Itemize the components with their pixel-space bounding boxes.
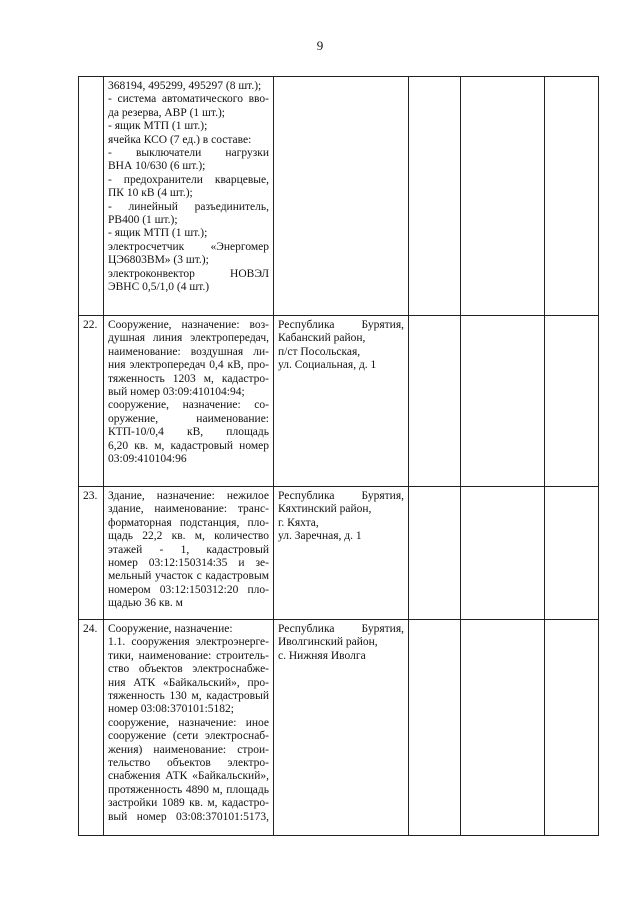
description-line: сооружение, назначение: со- bbox=[108, 399, 269, 412]
description-line: ство объектов электроснабже- bbox=[108, 663, 269, 676]
object-address bbox=[274, 487, 409, 620]
address-line: Республика Бурятия, bbox=[278, 319, 404, 331]
description-line: 368194, 495299, 495297 (8 шт.); bbox=[108, 80, 262, 92]
empty-cell-2 bbox=[461, 620, 545, 836]
property-registry-table bbox=[78, 76, 599, 836]
table-row bbox=[79, 620, 599, 836]
description-line: - предохранители кварцевые, bbox=[108, 173, 269, 186]
object-description bbox=[104, 77, 274, 316]
empty-cell-1 bbox=[409, 487, 461, 620]
row-number: 22. bbox=[79, 316, 104, 487]
description-line: застройки 1089 кв. м, кадастро- bbox=[108, 797, 269, 810]
description-line: ния АТК «Байкальский», про- bbox=[108, 676, 269, 689]
description-line: щадь 22,2 кв. м, количество bbox=[108, 530, 269, 543]
description-line: сооружение, назначение: иное bbox=[108, 716, 269, 729]
empty-cell-2 bbox=[461, 316, 545, 487]
empty-cell-3 bbox=[545, 620, 599, 836]
description-line: форматорная подстанция, пло- bbox=[108, 516, 269, 529]
description-line: КТП-10/0,4 кВ, площадь bbox=[108, 426, 269, 439]
description-line: - ящик МТП (1 шт.); bbox=[108, 227, 208, 240]
empty-cell-2 bbox=[461, 77, 545, 316]
description-line: - линейный разъединитель, bbox=[108, 200, 269, 213]
description-line: 1.1. сооружения электроэнерге- bbox=[108, 636, 269, 649]
row-number: 23. bbox=[79, 487, 104, 620]
description-line: электросчетчик «Энергомер bbox=[108, 240, 269, 253]
description-line: РВ400 (1 шт.); bbox=[108, 214, 178, 227]
description-line: да резерва, АВР (1 шт.); bbox=[108, 106, 225, 119]
description-line: - ящик МТП (1 шт.); bbox=[108, 120, 208, 133]
description-line: номер 03:12:150314:35 и зе- bbox=[108, 557, 269, 570]
address-line: Иволгинский район, bbox=[278, 636, 378, 649]
empty-cell-3 bbox=[545, 77, 599, 316]
description-line: снабжения АТК «Байкальский», bbox=[108, 770, 269, 783]
empty-cell-1 bbox=[409, 316, 461, 487]
empty-cell-3 bbox=[545, 316, 599, 487]
table-row bbox=[79, 487, 599, 620]
description-line: 6,20 кв. м, кадастровый номер bbox=[108, 439, 269, 452]
description-line: наименование: воздушная ли- bbox=[108, 345, 269, 358]
description-line: сооружение (сети электроснаб- bbox=[108, 730, 269, 743]
description-line: здание, наименование: транс- bbox=[108, 503, 269, 516]
description-line: тяженность 130 м, кадастровый bbox=[108, 690, 269, 703]
table-row bbox=[79, 316, 599, 487]
object-address bbox=[274, 316, 409, 487]
description-line: жения) наименование: строи- bbox=[108, 743, 269, 756]
description-line: Здание, назначение: нежилое bbox=[108, 490, 269, 502]
description-line: - выключатели нагрузки bbox=[108, 147, 269, 160]
description-line: электроконвектор НОВЭЛ bbox=[108, 267, 269, 280]
description-line: оружение, наименование: bbox=[108, 412, 269, 425]
object-address bbox=[274, 620, 409, 836]
object-description bbox=[104, 487, 274, 620]
description-line: тельство объектов электро- bbox=[108, 757, 269, 770]
address-line: с. Нижняя Иволга bbox=[278, 649, 366, 662]
address-line: п/ст Посольская, bbox=[278, 345, 361, 358]
description-line: номером 03:12:150312:20 пло- bbox=[108, 583, 269, 596]
description-line: щадью 36 кв. м bbox=[108, 597, 183, 610]
table-row bbox=[79, 77, 599, 316]
address-line: Республика Бурятия, bbox=[278, 623, 404, 635]
description-line: ПК 10 кВ (4 шт.); bbox=[108, 187, 193, 200]
description-line: Сооружение, назначение: воз- bbox=[108, 319, 269, 331]
description-line: тяженность 1203 м, кадастро- bbox=[108, 372, 269, 385]
row-number bbox=[79, 77, 104, 316]
description-line: вый номер 03:09:410104:94; bbox=[108, 386, 245, 399]
empty-cell-1 bbox=[409, 620, 461, 836]
description-line: вый номер 03:08:370101:5173, bbox=[108, 810, 269, 823]
object-description bbox=[104, 316, 274, 487]
description-line: ЦЭ6803ВМ» (3 шт.); bbox=[108, 254, 209, 267]
address-line: Кабанский район, bbox=[278, 332, 366, 345]
description-line: ния электропередач 0,4 кВ, про- bbox=[108, 359, 269, 372]
address-line: г. Кяхта, bbox=[278, 516, 319, 529]
empty-cell-2 bbox=[461, 487, 545, 620]
address-line: ул. Заречная, д. 1 bbox=[278, 530, 362, 543]
description-line: 03:09:410104:96 bbox=[108, 453, 187, 466]
row-number: 24. bbox=[79, 620, 104, 836]
description-line: мельный участок с кадастровым bbox=[108, 570, 269, 583]
description-line: номер 03:08:370101:5182; bbox=[108, 703, 234, 716]
description-line: ячейка КСО (7 ед.) в составе: bbox=[108, 133, 252, 146]
description-line: - система автоматического вво- bbox=[108, 93, 269, 106]
address-line: Республика Бурятия, bbox=[278, 490, 404, 502]
description-line: тики, наименование: строитель- bbox=[108, 649, 269, 662]
description-line: ВНА 10/630 (6 шт.); bbox=[108, 160, 206, 173]
page-number: 9 bbox=[316, 38, 324, 53]
address-line: ул. Социальная, д. 1 bbox=[278, 359, 377, 372]
object-description bbox=[104, 620, 274, 836]
description-line: душная линия электропередач, bbox=[108, 332, 269, 345]
description-line: ЭВНС 0,5/1,0 (4 шт.) bbox=[108, 281, 210, 294]
empty-cell-3 bbox=[545, 487, 599, 620]
address-line: Кяхтинский район, bbox=[278, 503, 372, 516]
object-address bbox=[274, 77, 409, 316]
description-line: этажей - 1, кадастровый bbox=[108, 543, 269, 556]
empty-cell-1 bbox=[409, 77, 461, 316]
description-line: Сооружение, назначение: bbox=[108, 623, 233, 635]
description-line: протяженность 4890 м, площадь bbox=[108, 783, 269, 796]
